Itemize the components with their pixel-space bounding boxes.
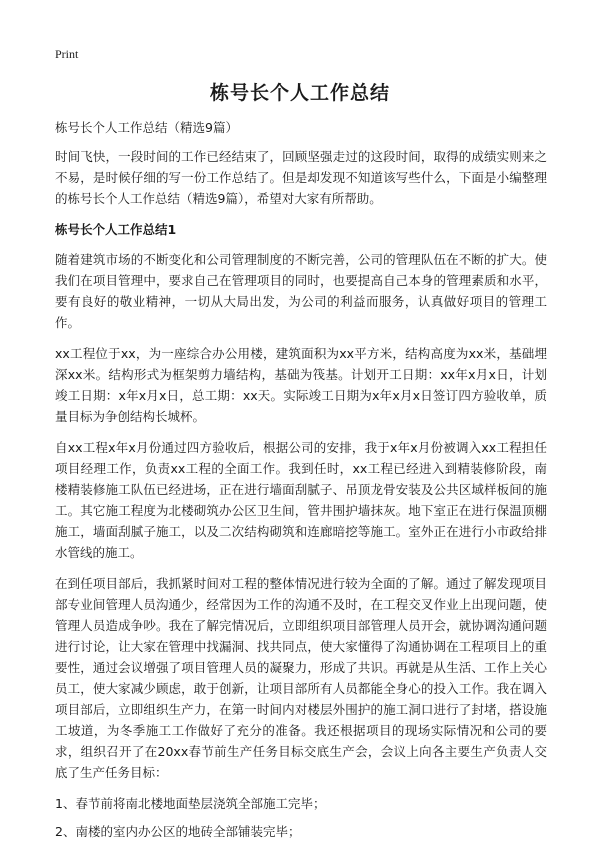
print-link[interactable]: Print	[55, 47, 79, 61]
body-paragraph: 自xx工程x年x月份通过四方验收后，根据公司的安排，我于x年x月份被调入xx工程担任项目经理工作，负责xx工程的全面工作。我到任时，xx工程已经进入到精装修阶段，南楼精装修施工队伍已经进场，正在进行墙面刮腻子、吊顶龙骨安装及公共区域样板间的施工。其它施工程度为北楼砌筑办公区卫生间，管井围护墙抹灰。地下室正在进行保温顶棚施工，墙面刮腻子施工，以及二次结构砌筑和连廊暗挖等施工。室外正在进行小市政给排水管线的施工。	[55, 440, 547, 560]
body-paragraph: 在到任项目部后，我抓紧时间对工程的整体情况进行较为全面的了解。通过了解发现项目部专业间管理人员沟通少，经常因为工作的沟通不及时，在工程交叉作业上出现问题，使管理人员造成争吵。我在了解完情况后，立即组织项目部管理人员开会，就协调沟通问题进行讨论，让大家在管理中找漏洞、找共同点，使大家懂得了沟通协调在工程项目上的重要性，通过会议增强了项目管理人员的凝聚力，形成了共识。再就是从生活、工作上关心员工，使大家减少顾虑，敢于创新，让项目部所有人员都能全身心的投入工作。我在调入项目部后，立即组织生产力，在第一时间内对楼层外围护的施工洞口进行了封堵，搭设施工坡道，为冬季施工工作做好了充分的准备。我还根据项目的现场实际情况和公司的要求，组织召开了在20xx春节前生产任务目标交底生产会，会议上向各主要生产负责人交底了生产任务目标：	[55, 576, 547, 780]
body-paragraph: xx工程位于xx，为一座综合办公用楼，建筑面积为xx平方米，结构高度为xx米，基础埋深xx米。结构形式为框架剪力墙结构，基础为筏基。计划开工日期：xx年x月x日，计划竣工日期：x年x月x日，总工期：xx天。实际竣工日期为x年x月x日签订四方验收单，质量目标为争创结构长城杯。	[55, 346, 547, 424]
subtitle: 栋号长个人工作总结（精选9篇）	[55, 120, 238, 135]
section-heading: 栋号长个人工作总结1	[55, 222, 177, 237]
list-item: 2、南楼的室内办公区的地砖全部铺装完毕；	[55, 824, 301, 839]
list-item: 1、春节前将南北楼地面垫层浇筑全部施工完毕；	[55, 796, 326, 811]
body-paragraph: 随着建筑市场的不断变化和公司管理制度的不断完善，公司的管理队伍在不断的扩大。使我们在项目管理中，要求自己在管理项目的同时，也要提高自己本身的管理素质和水平，要有良好的敬业精神，一切从大局出发，为公司的利益而服务，认真做好项目的管理工作。	[55, 252, 547, 330]
document-body	[55, 117, 547, 849]
page-title: 栋号长个人工作总结	[209, 82, 390, 104]
intro-paragraph: 时间飞快，一段时间的工作已经结束了，回顾坚强走过的这段时间，取得的成绩实则来之不易，是时候仔细的写一份工作总结了。但是却发现不知道该写些什么，下面是小编整理的栋号长个人工作总结（精选9篇），希望对大家有所帮助。	[55, 149, 547, 206]
